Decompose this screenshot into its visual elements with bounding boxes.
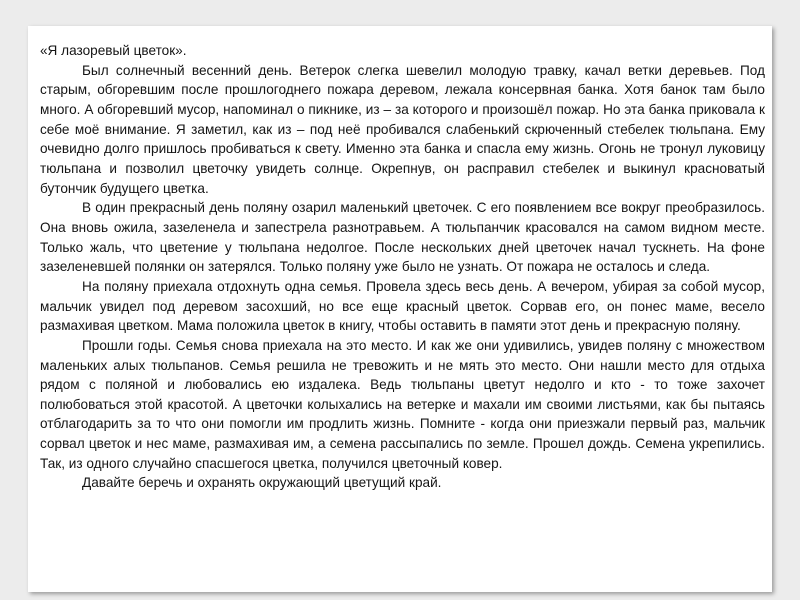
paragraph-2: В один прекрасный день поляну озарил маленький цветочек. С его появлением все вокруг преобразилось. Она вновь ожила, зазеленела и запестрела разнотравьем. А тюльпанчик красовался на самом видном месте. Только жаль, что цветение у тюльпана недолгое. После нескольких дней цветочек начал тускнеть. На фоне зазеленевшей полянки он затерялся. Только поляну уже было не узнать. От пожара не осталось и следа.: [40, 200, 765, 275]
document-text: [40, 41, 765, 493]
paragraph-4: Прошли годы. Семья снова приехала на это место. И как же они удивились, увидев поляну с множеством маленьких алых тюльпанов. Семья решила не тревожить и не мять это место. Они нашли место для отдыха рядом с поляной и любовались ею издалека. Ведь тюльпаны цветут недолго и кто - то тоже захочет полюбоваться этой красотой. А цветочки колыхались на ветерке и махали им своими листьями, как бы пытаясь отблагодарить за то что они помогли им продлить жизнь. Помните - когда они приезжали первый раз, мальчик сорвал цветок и нес маме, размахивая им, а семена рассыпались по земле. Прошел дождь. Семена укрепились. Так, из одного случайно спасшегося цветка, получился цветочный ковер.: [40, 337, 765, 471]
paragraph-1: Был солнечный весенний день. Ветерок слегка шевелил молодую травку, качал ветки деревьев. Под старым, обгоревшим после прошлогоднего пожара деревом, лежала консервная банка. Хотя банок там было много. А обгоревший мусор, напоминал о пикнике, из – за которого и произошёл пожар. Но эта банка приковала к себе моё внимание. Я заметил, как из – под неё пробивался слабенький скрюченный стебелек тюльпана. Ему очевидно долго пришлось пробиваться к свету. Именно эта банка и спасла ему жизнь. Огонь не тронул луковицу тюльпана и позволил цветочку увидеть солнце. Окрепнув, он расправил стебелек и выкинул красноватый бутончик будущего цветка.: [40, 62, 765, 196]
paragraph-3: На поляну приехала отдохнуть одна семья. Провела здесь весь день. А вечером, убирая за собой мусор, мальчик увидел под деревом засохший, но все еще красный цветок. Сорвав его, он понес маме, весело размахивая цветком. Мама положила цветок в книгу, чтобы оставить в памяти этот день и прекрасную поляну.: [40, 278, 765, 334]
paragraph-5: Давайте беречь и охранять окружающий цветущий край.: [82, 475, 442, 491]
story-title: «Я лазоревый цветок».: [40, 43, 187, 58]
